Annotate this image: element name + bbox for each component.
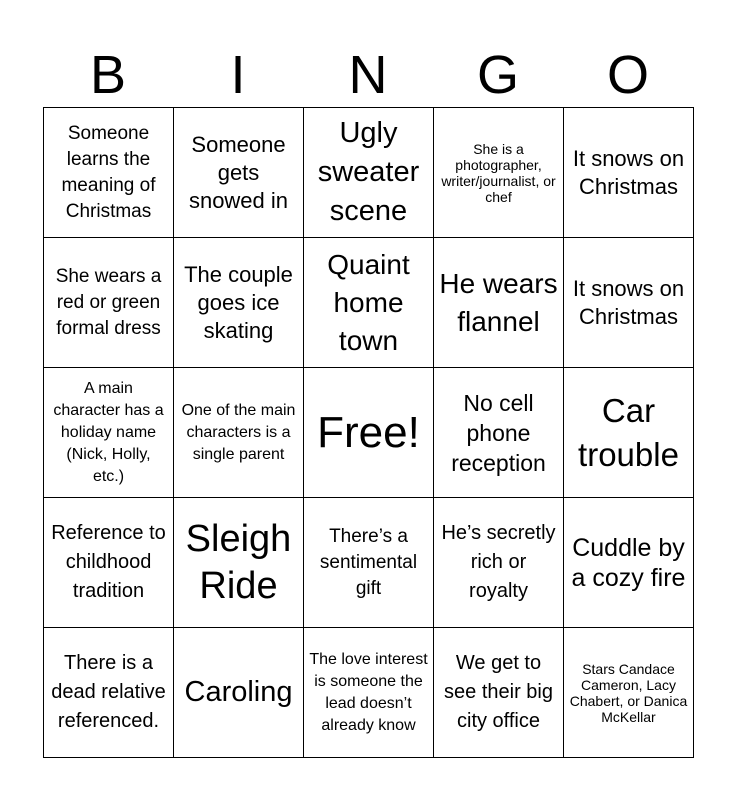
header-letter-n: N (348, 45, 388, 105)
bingo-cell[interactable] (44, 238, 174, 368)
cell-text: Quaint home town (327, 248, 410, 356)
bingo-cell[interactable] (174, 628, 304, 758)
bingo-cell[interactable] (434, 108, 564, 238)
header-letter-b: B (89, 45, 127, 105)
cell-text: The love interest is someone the lead doesn’t already know (309, 650, 428, 734)
cell-text: It snows on Christmas (572, 145, 685, 199)
bingo-cell[interactable] (564, 498, 694, 628)
free-space-cell[interactable] (304, 368, 434, 498)
bingo-cell[interactable] (304, 108, 434, 238)
bingo-cell[interactable] (434, 238, 564, 368)
bingo-cell[interactable] (434, 368, 564, 498)
cell-text: There’s a sentimental gift (319, 525, 418, 599)
bingo-cell[interactable] (434, 628, 564, 758)
cell-text: She is a photographer, writer/journalist, or chef (441, 140, 556, 205)
bingo-cell[interactable] (304, 238, 434, 368)
bingo-cell[interactable] (174, 498, 304, 628)
bingo-cell[interactable] (44, 498, 174, 628)
cell-text: There is a dead relative referenced. (51, 652, 166, 732)
header-letter-o: O (606, 45, 649, 105)
cell-text: He wears flannel (439, 267, 558, 337)
bingo-cell[interactable] (174, 108, 304, 238)
cell-text: She wears a red or green formal dress (55, 265, 162, 339)
bingo-board (43, 107, 694, 758)
bingo-cell[interactable] (564, 368, 694, 498)
bingo-cell[interactable] (44, 628, 174, 758)
cell-text: Someone gets snowed in (188, 131, 289, 213)
bingo-header (43, 44, 693, 106)
cell-text: Sleigh Ride (185, 517, 292, 607)
cell-text: Someone learns the meaning of Christmas (61, 122, 156, 222)
bingo-cell[interactable] (304, 498, 434, 628)
bingo-cell[interactable] (564, 628, 694, 758)
cell-text: Ugly sweater scene (317, 117, 420, 227)
bingo-cell[interactable] (564, 238, 694, 368)
bingo-cell[interactable] (44, 368, 174, 498)
cell-text: Cuddle by a cozy fire (571, 533, 686, 592)
cell-text: He’s secretly rich or royalty (441, 522, 556, 602)
bingo-cell[interactable] (44, 108, 174, 238)
cell-text: We get to see their big city office (444, 652, 553, 732)
free-space-text: Free! (317, 407, 420, 457)
bingo-cell[interactable] (304, 628, 434, 758)
cell-text: One of the main characters is a single parent (181, 401, 296, 463)
cell-text: Stars Candace Cameron, Lacy Chabert, or Danica McKellar (569, 660, 688, 725)
cell-text: The couple goes ice skating (184, 261, 293, 343)
bingo-cell[interactable] (174, 238, 304, 368)
cell-text: A main character has a holiday name (Nick, Holly, etc.) (53, 379, 164, 485)
cell-text: Car trouble (578, 391, 679, 473)
header-letter-g: G (476, 45, 519, 105)
cell-text: It snows on Christmas (572, 275, 685, 329)
bingo-cell[interactable] (174, 368, 304, 498)
cell-text: Caroling (184, 676, 293, 708)
bingo-cell[interactable] (564, 108, 694, 238)
header-letter-i: I (230, 45, 246, 105)
cell-text: No cell phone reception (451, 389, 546, 476)
bingo-cell[interactable] (434, 498, 564, 628)
cell-text: Reference to childhood tradition (51, 522, 166, 602)
